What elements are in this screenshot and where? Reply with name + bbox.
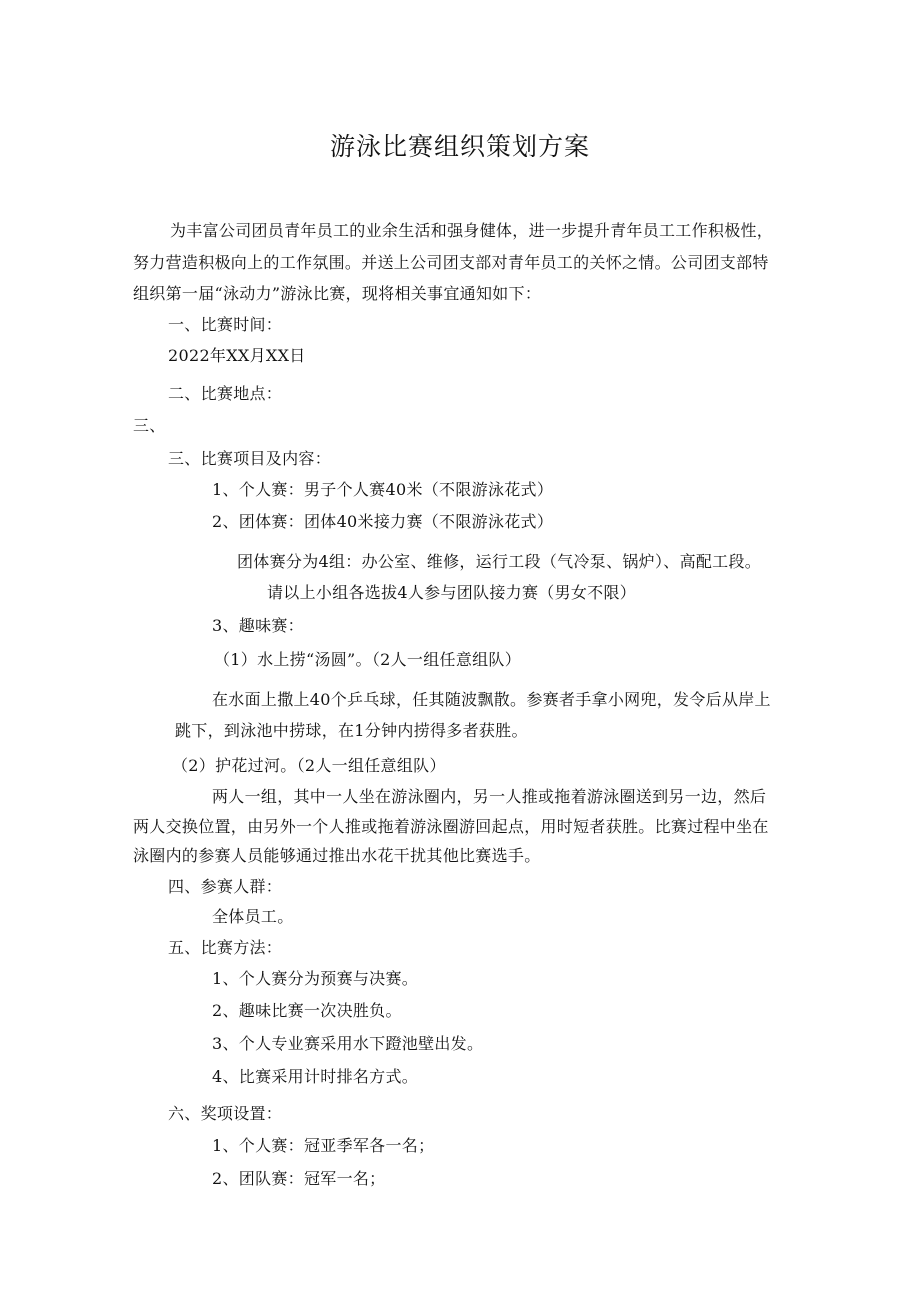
- section-heading-participants: 四、参赛人群：: [168, 877, 283, 896]
- fun-event-title: （1）水上捞“汤圆”。（2人一组任意组队）: [214, 650, 522, 669]
- fun-event-desc: 在水面上撒上40个乒乓球，任其随波飘散。参赛者手拿小网兜，发令后从岸上: [212, 690, 771, 709]
- method-item: 2、趣味比赛一次决胜负。: [212, 1001, 402, 1020]
- fun-event-desc: 跳下，到泳池中捞球，在1分钟内捞得多者获胜。: [175, 721, 528, 740]
- section-heading-method: 五、比赛方法：: [168, 938, 283, 957]
- participants: 全体员工。: [212, 907, 294, 926]
- section-heading-awards: 六、奖项设置：: [168, 1104, 283, 1123]
- method-item: 4、比赛采用计时排名方式。: [212, 1067, 419, 1086]
- award-item: 2、团队赛：冠军一名；: [212, 1169, 386, 1188]
- fun-event-desc: 泳圈内的参赛人员能够通过推出水花干扰其他比赛选手。: [133, 846, 541, 865]
- fun-event-desc: 两人一组，其中一人坐在游泳圈内，另一人推或拖着游泳圈送到另一边，然后: [212, 787, 767, 806]
- method-item: 1、个人赛分为预赛与决赛。: [212, 969, 419, 988]
- fun-event-desc: 两人交换位置，由另外一个人推或拖着游泳圈游回起点，用时短者获胜。比赛过程中坐在: [133, 817, 769, 836]
- team-groups: 团体赛分为4组：办公室、维修，运行工段（气冷泵、锅炉）、高配工段。: [237, 552, 762, 571]
- intro-line: 为丰富公司团员青年员工的业余生活和强身健体，进一步提升青年员工工作积极性，: [170, 221, 774, 240]
- event-item: 3、趣味赛：: [212, 616, 304, 635]
- award-item: 1、个人赛：冠亚季军各一名；: [212, 1136, 435, 1155]
- section-heading-venue: 二、比赛地点：: [168, 384, 283, 403]
- competition-date: 2022年XX月XX日: [168, 346, 306, 365]
- method-item: 3、个人专业赛采用水下蹬池壁出发。: [212, 1034, 484, 1053]
- stray-numbering: 三、: [133, 416, 166, 435]
- section-heading-time: 一、比赛时间：: [168, 315, 283, 334]
- team-note: 请以上小组各选拔4人参与团队接力赛（男女不限）: [267, 583, 637, 602]
- event-item: 1、个人赛：男子个人赛40米（不限游泳花式）: [212, 480, 554, 499]
- intro-line: 组织第一届“泳动力”游泳比赛，现将相关事宜通知如下：: [133, 284, 542, 303]
- document-title: 游泳比赛组织策划方案: [329, 132, 590, 161]
- event-item: 2、团体赛：团体40米接力赛（不限游泳花式）: [212, 512, 554, 531]
- intro-line: 努力营造积极向上的工作氛围。并送上公司团支部对青年员工的关怀之情。公司团支部特: [133, 253, 769, 272]
- section-heading-events: 三、比赛项目及内容：: [168, 449, 332, 468]
- fun-event-title: （2）护花过河。（2人一组任意组队）: [172, 756, 446, 775]
